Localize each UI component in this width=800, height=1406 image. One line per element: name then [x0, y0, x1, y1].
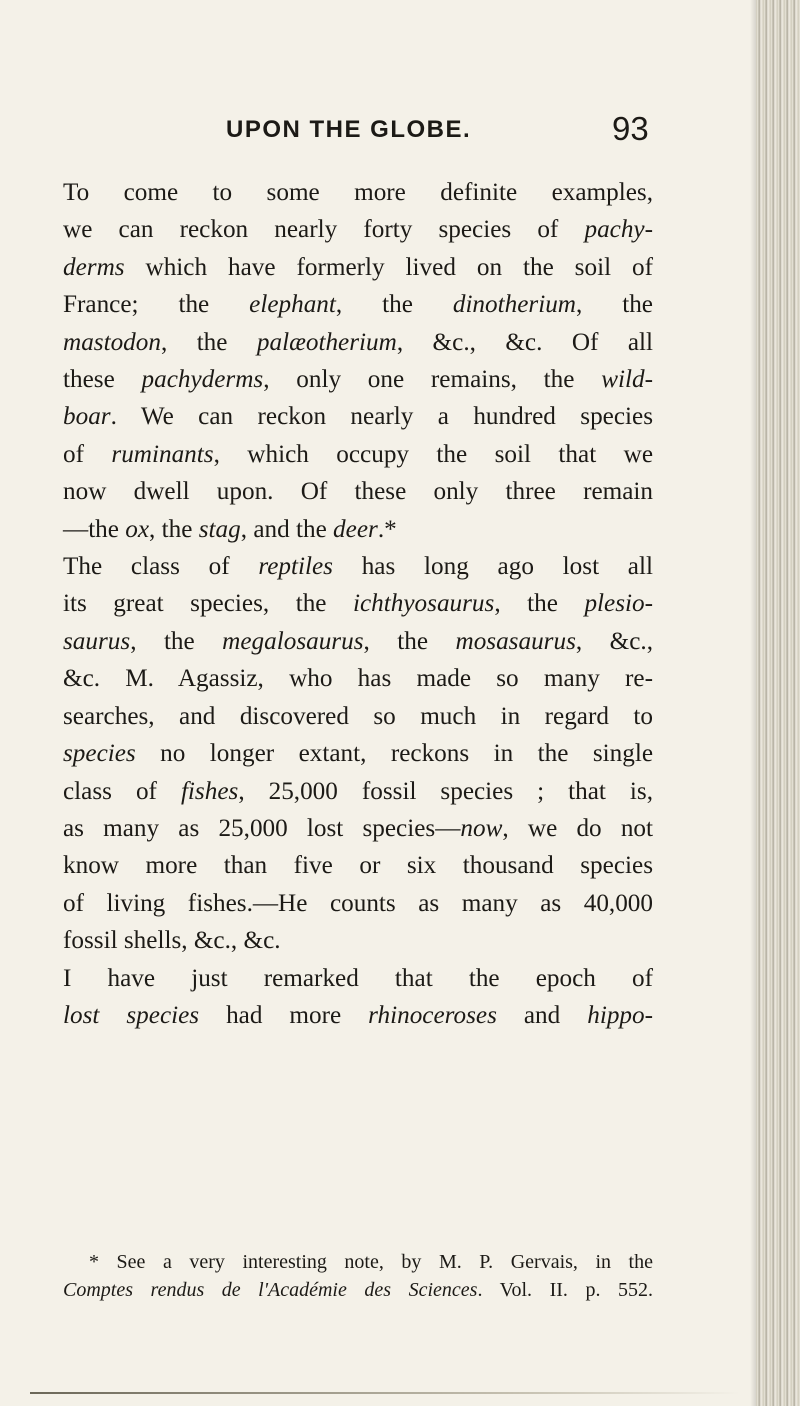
- text-line: boar. We can reckon nearly a hundred species: [63, 403, 653, 431]
- text-line: we can reckon nearly forty species of pachy-: [63, 216, 653, 244]
- text-line: species no longer extant, reckons in the single: [63, 740, 653, 768]
- footnote: [63, 1248, 653, 1304]
- text-line: derms which have formerly lived on the soil of: [63, 253, 653, 281]
- page-number: 93: [612, 110, 649, 147]
- footnote-line: Comptes rendus de l'Académie des Sciences. Vol. II. p. 552.: [63, 1279, 653, 1301]
- text-line: these pachyderms, only one remains, the wild-: [63, 366, 653, 394]
- text-line: I have just remarked that the epoch of: [63, 964, 653, 992]
- text-line: its great species, the ichthyosaurus, the plesio-: [63, 590, 653, 618]
- text-line: France; the elephant, the dinotherium, the: [63, 291, 653, 319]
- text-line: To come to some more definite examples,: [63, 179, 653, 206]
- text-line: of ruminants, which occupy the soil that we: [63, 440, 653, 468]
- text-line: of living fishes.—He counts as many as 40,000: [63, 889, 653, 917]
- body-text: [63, 174, 653, 1034]
- page-edge-shadow: [750, 0, 756, 1406]
- running-header: [0, 110, 760, 150]
- text-line: class of fishes, 25,000 fossil species ; that is,: [63, 777, 653, 805]
- text-line: The class of reptiles has long ago lost all: [63, 553, 653, 581]
- text-line: &c. M. Agassiz, who has made so many re-: [63, 665, 653, 693]
- footnote-line: * See a very interesting note, by M. P. Gervais, in the: [89, 1251, 653, 1273]
- running-title: UPON THE GLOBE.: [226, 116, 472, 143]
- text-line: searches, and discovered so much in regard to: [63, 702, 653, 730]
- text-line: saurus, the megalosaurus, the mosasaurus, &c.,: [63, 627, 653, 655]
- bottom-edge-rule: [30, 1392, 740, 1394]
- text-line: now dwell upon. Of these only three remain: [63, 478, 653, 506]
- text-line: know more than five or six thousand species: [63, 852, 653, 880]
- text-line: lost species had more rhinoceroses and hippo-: [63, 1001, 653, 1029]
- text-line: mastodon, the palæotherium, &c., &c. Of all: [63, 328, 653, 356]
- text-line: fossil shells, &c., &c.: [63, 927, 281, 955]
- text-line: —the ox, the stag, and the deer.*: [63, 515, 397, 543]
- page-edge: [756, 0, 800, 1406]
- text-line: as many as 25,000 lost species—now, we do not: [63, 814, 654, 842]
